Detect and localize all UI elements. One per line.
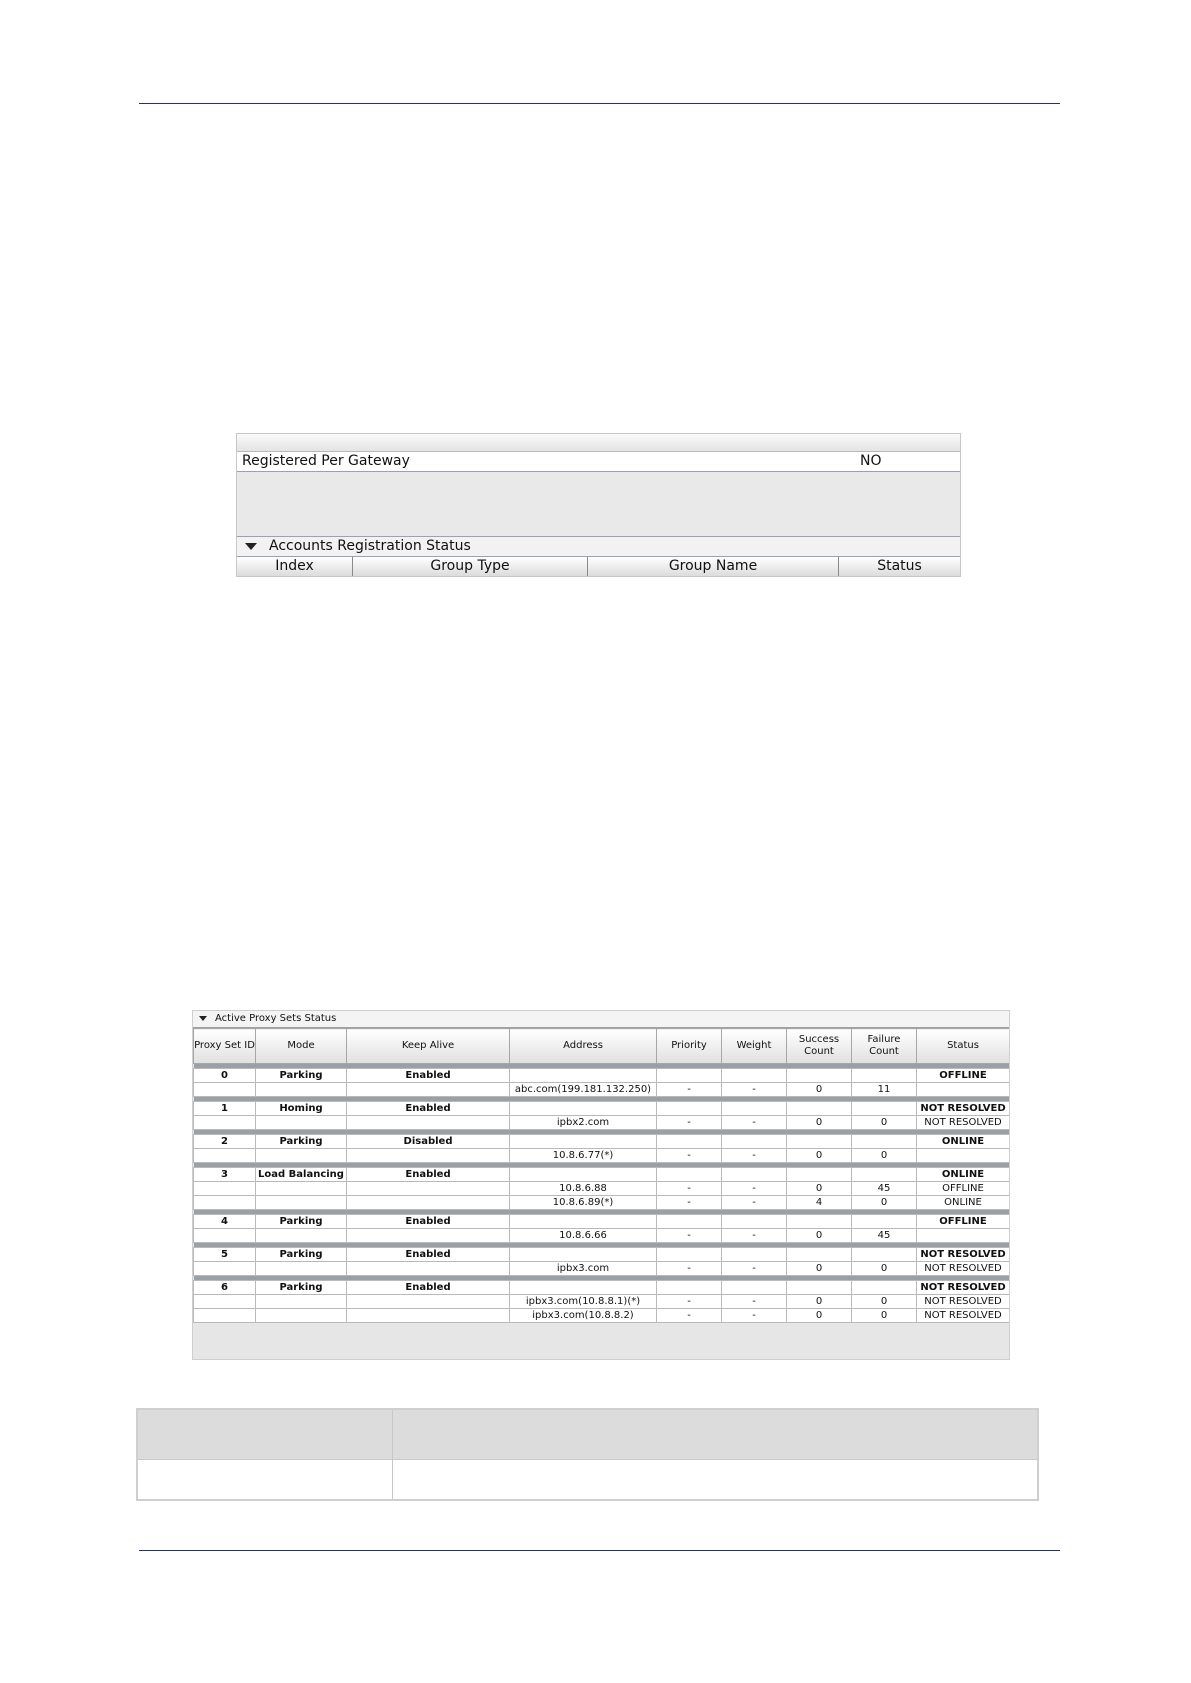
active-proxy-sets-title: Active Proxy Sets Status <box>215 1013 337 1024</box>
cell-keep-alive: Enabled <box>347 1281 510 1295</box>
cell-success-count <box>787 1215 852 1229</box>
cell-weight: - <box>722 1196 787 1210</box>
cell-status: NOT RESOLVED <box>917 1309 1010 1323</box>
cell-proxy-set-id <box>194 1149 256 1163</box>
cell-mode <box>256 1083 347 1097</box>
cell-failure-count <box>852 1069 917 1083</box>
cell-failure-count: 11 <box>852 1083 917 1097</box>
cell-mode <box>256 1196 347 1210</box>
cell-success-count: 0 <box>787 1083 852 1097</box>
cell-address: ipbx3.com(10.8.8.1)(*) <box>510 1295 657 1309</box>
cell-weight <box>722 1215 787 1229</box>
cell-weight: - <box>722 1295 787 1309</box>
cell-failure-count <box>852 1281 917 1295</box>
cell-proxy-set-id <box>194 1295 256 1309</box>
cell-proxy-set-id: 4 <box>194 1215 256 1229</box>
cell-failure-count: 0 <box>852 1295 917 1309</box>
registered-per-gateway-row <box>237 452 960 472</box>
active-proxy-sets-panel <box>192 1010 1010 1360</box>
proxy-set-row <box>194 1102 1010 1116</box>
cell-address <box>510 1168 657 1182</box>
cell-priority <box>657 1215 722 1229</box>
column-header-status: Status <box>877 558 922 574</box>
cell-success-count: 0 <box>787 1149 852 1163</box>
cell-status <box>917 1229 1010 1243</box>
column-header-weight: Weight <box>722 1029 787 1064</box>
cell-failure-count <box>852 1248 917 1262</box>
column-header-priority: Priority <box>657 1029 722 1064</box>
cell-mode <box>256 1149 347 1163</box>
cell-mode <box>256 1309 347 1323</box>
proxy-sets-table <box>193 1028 1010 1323</box>
cell-mode <box>256 1295 347 1309</box>
cell-mode <box>256 1262 347 1276</box>
cell-keep-alive: Disabled <box>347 1135 510 1149</box>
cell-keep-alive <box>347 1149 510 1163</box>
proxy-address-row <box>194 1149 1010 1163</box>
cell-keep-alive: Enabled <box>347 1069 510 1083</box>
cell-proxy-set-id: 2 <box>194 1135 256 1149</box>
cell-priority: - <box>657 1083 722 1097</box>
cell-weight: - <box>722 1309 787 1323</box>
cell-weight: - <box>722 1149 787 1163</box>
cell-priority <box>657 1069 722 1083</box>
cell-priority <box>657 1281 722 1295</box>
cell-proxy-set-id: 1 <box>194 1102 256 1116</box>
cell-address: 10.8.6.77(*) <box>510 1149 657 1163</box>
cell-weight: - <box>722 1182 787 1196</box>
header-cell-description <box>393 1410 1037 1459</box>
column-header-index: Index <box>237 557 353 576</box>
cell-mode: Parking <box>256 1215 347 1229</box>
cell-status <box>917 1083 1010 1097</box>
cell-proxy-set-id <box>194 1262 256 1276</box>
cell-weight <box>722 1168 787 1182</box>
cell-keep-alive <box>347 1182 510 1196</box>
cell-proxy-set-id <box>194 1196 256 1210</box>
cell-address <box>510 1281 657 1295</box>
cell-success-count <box>787 1168 852 1182</box>
proxy-table-body <box>194 1064 1010 1323</box>
cell-priority: - <box>657 1309 722 1323</box>
proxy-address-row <box>194 1295 1010 1309</box>
accounts-registration-title: Accounts Registration Status <box>269 538 471 554</box>
cell-keep-alive: Enabled <box>347 1248 510 1262</box>
column-header-group-type: Group Type <box>353 557 588 576</box>
cell-status: OFFLINE <box>917 1069 1010 1083</box>
cell-status: OFFLINE <box>917 1182 1010 1196</box>
cell-weight: - <box>722 1116 787 1130</box>
cell-keep-alive <box>347 1116 510 1130</box>
cell-keep-alive: Enabled <box>347 1215 510 1229</box>
proxy-address-row <box>194 1116 1010 1130</box>
cell-success-count <box>787 1281 852 1295</box>
proxy-set-row <box>194 1281 1010 1295</box>
cell-priority <box>657 1102 722 1116</box>
proxy-address-row <box>194 1196 1010 1210</box>
cell-priority: - <box>657 1182 722 1196</box>
cell-proxy-set-id <box>194 1229 256 1243</box>
cell-address <box>510 1135 657 1149</box>
cell-keep-alive: Enabled <box>347 1168 510 1182</box>
cell-status: OFFLINE <box>917 1215 1010 1229</box>
cell-status: ONLINE <box>917 1135 1010 1149</box>
cell-success-count: 0 <box>787 1116 852 1130</box>
cell-mode: Parking <box>256 1069 347 1083</box>
cell-mode <box>256 1116 347 1130</box>
cell-success-count: 0 <box>787 1229 852 1243</box>
cell-keep-alive: Enabled <box>347 1102 510 1116</box>
cell-weight <box>722 1102 787 1116</box>
row-cell-parameter <box>138 1460 393 1499</box>
cell-address: 10.8.6.66 <box>510 1229 657 1243</box>
column-header-mode: Mode <box>256 1029 347 1064</box>
column-header-proxy-set-id: Proxy Set ID <box>194 1029 256 1064</box>
cell-status <box>917 1149 1010 1163</box>
cell-address: 10.8.6.88 <box>510 1182 657 1196</box>
cell-priority: - <box>657 1196 722 1210</box>
cell-failure-count <box>852 1135 917 1149</box>
cell-failure-count: 0 <box>852 1309 917 1323</box>
active-proxy-sets-title-bar[interactable] <box>193 1011 1009 1028</box>
accounts-registration-section[interactable] <box>237 536 960 557</box>
column-header-group-name: Group Name <box>588 557 839 576</box>
proxy-address-row <box>194 1262 1010 1276</box>
panel-spacer <box>237 472 960 536</box>
cell-status: NOT RESOLVED <box>917 1295 1010 1309</box>
cell-proxy-set-id: 5 <box>194 1248 256 1262</box>
cell-success-count <box>787 1135 852 1149</box>
cell-success-count <box>787 1069 852 1083</box>
cell-priority <box>657 1248 722 1262</box>
registration-status-panel <box>236 433 961 577</box>
cell-mode: Parking <box>256 1248 347 1262</box>
cell-failure-count: 0 <box>852 1149 917 1163</box>
description-table-row <box>138 1459 1037 1499</box>
cell-mode: Load Balancing <box>256 1168 347 1182</box>
proxy-set-row <box>194 1168 1010 1182</box>
column-header-success-count: Success Count <box>787 1029 852 1064</box>
cell-keep-alive <box>347 1196 510 1210</box>
proxy-set-row <box>194 1215 1010 1229</box>
cell-proxy-set-id <box>194 1309 256 1323</box>
cell-address <box>510 1069 657 1083</box>
proxy-address-row <box>194 1083 1010 1097</box>
cell-failure-count <box>852 1168 917 1182</box>
cell-mode <box>256 1182 347 1196</box>
cell-proxy-set-id: 6 <box>194 1281 256 1295</box>
cell-status: NOT RESOLVED <box>917 1281 1010 1295</box>
row-cell-description <box>393 1460 1037 1499</box>
cell-address: ipbx3.com(10.8.8.2) <box>510 1309 657 1323</box>
cell-priority: - <box>657 1262 722 1276</box>
cell-weight: - <box>722 1083 787 1097</box>
cell-weight <box>722 1135 787 1149</box>
cell-address <box>510 1215 657 1229</box>
cell-proxy-set-id <box>194 1116 256 1130</box>
cell-proxy-set-id: 0 <box>194 1069 256 1083</box>
cell-keep-alive <box>347 1309 510 1323</box>
cell-failure-count <box>852 1102 917 1116</box>
cell-success-count: 0 <box>787 1182 852 1196</box>
cell-mode: Parking <box>256 1135 347 1149</box>
cell-keep-alive <box>347 1229 510 1243</box>
cell-status: NOT RESOLVED <box>917 1116 1010 1130</box>
proxy-address-row <box>194 1229 1010 1243</box>
cell-address: abc.com(199.181.132.250) <box>510 1083 657 1097</box>
cell-weight: - <box>722 1262 787 1276</box>
cell-mode: Parking <box>256 1281 347 1295</box>
proxy-address-row <box>194 1182 1010 1196</box>
cell-address: ipbx3.com <box>510 1262 657 1276</box>
cell-priority: - <box>657 1149 722 1163</box>
column-header-status: Status <box>917 1029 1010 1064</box>
column-header-keep-alive: Keep Alive <box>347 1029 510 1064</box>
cell-success-count: 0 <box>787 1295 852 1309</box>
header-cell-parameter <box>138 1410 393 1459</box>
cell-failure-count: 0 <box>852 1262 917 1276</box>
cell-weight: - <box>722 1229 787 1243</box>
collapse-triangle-icon[interactable] <box>199 1016 207 1021</box>
proxy-table-header <box>194 1029 1010 1064</box>
cell-priority: - <box>657 1229 722 1243</box>
registered-per-gateway-label: Registered Per Gateway <box>242 453 410 469</box>
cell-proxy-set-id <box>194 1182 256 1196</box>
cell-failure-count: 0 <box>852 1196 917 1210</box>
footer-rule <box>139 1550 1060 1551</box>
proxy-address-row <box>194 1309 1010 1323</box>
proxy-set-row <box>194 1248 1010 1262</box>
cell-status: NOT RESOLVED <box>917 1248 1010 1262</box>
cell-failure-count: 45 <box>852 1182 917 1196</box>
cell-priority <box>657 1135 722 1149</box>
cell-weight <box>722 1248 787 1262</box>
cell-mode: Homing <box>256 1102 347 1116</box>
cell-failure-count: 0 <box>852 1116 917 1130</box>
proxy-set-row <box>194 1069 1010 1083</box>
cell-weight <box>722 1281 787 1295</box>
cell-success-count <box>787 1248 852 1262</box>
cell-status: ONLINE <box>917 1196 1010 1210</box>
cell-proxy-set-id: 3 <box>194 1168 256 1182</box>
registered-per-gateway-value: NO <box>860 453 882 469</box>
accounts-registration-header <box>237 557 960 576</box>
cell-failure-count <box>852 1215 917 1229</box>
parameter-description-table <box>136 1408 1039 1501</box>
collapse-triangle-icon[interactable] <box>245 543 257 550</box>
cell-mode <box>256 1229 347 1243</box>
cell-success-count: 0 <box>787 1262 852 1276</box>
cell-success-count: 4 <box>787 1196 852 1210</box>
description-table-header <box>138 1410 1037 1459</box>
cell-priority: - <box>657 1295 722 1309</box>
cell-success-count <box>787 1102 852 1116</box>
cell-priority: - <box>657 1116 722 1130</box>
cell-keep-alive <box>347 1262 510 1276</box>
cell-success-count: 0 <box>787 1309 852 1323</box>
cell-proxy-set-id <box>194 1083 256 1097</box>
cell-address <box>510 1102 657 1116</box>
cell-priority <box>657 1168 722 1182</box>
cell-failure-count: 45 <box>852 1229 917 1243</box>
cell-weight <box>722 1069 787 1083</box>
proxy-set-row <box>194 1135 1010 1149</box>
cell-status: ONLINE <box>917 1168 1010 1182</box>
cell-keep-alive <box>347 1295 510 1309</box>
panel-top-bar <box>237 434 960 452</box>
cell-status: NOT RESOLVED <box>917 1262 1010 1276</box>
column-header-failure-count: Failure Count <box>852 1029 917 1064</box>
header-rule <box>139 103 1060 104</box>
column-header-address: Address <box>510 1029 657 1064</box>
cell-address: 10.8.6.89(*) <box>510 1196 657 1210</box>
cell-status: NOT RESOLVED <box>917 1102 1010 1116</box>
cell-keep-alive <box>347 1083 510 1097</box>
cell-address <box>510 1248 657 1262</box>
cell-address: ipbx2.com <box>510 1116 657 1130</box>
